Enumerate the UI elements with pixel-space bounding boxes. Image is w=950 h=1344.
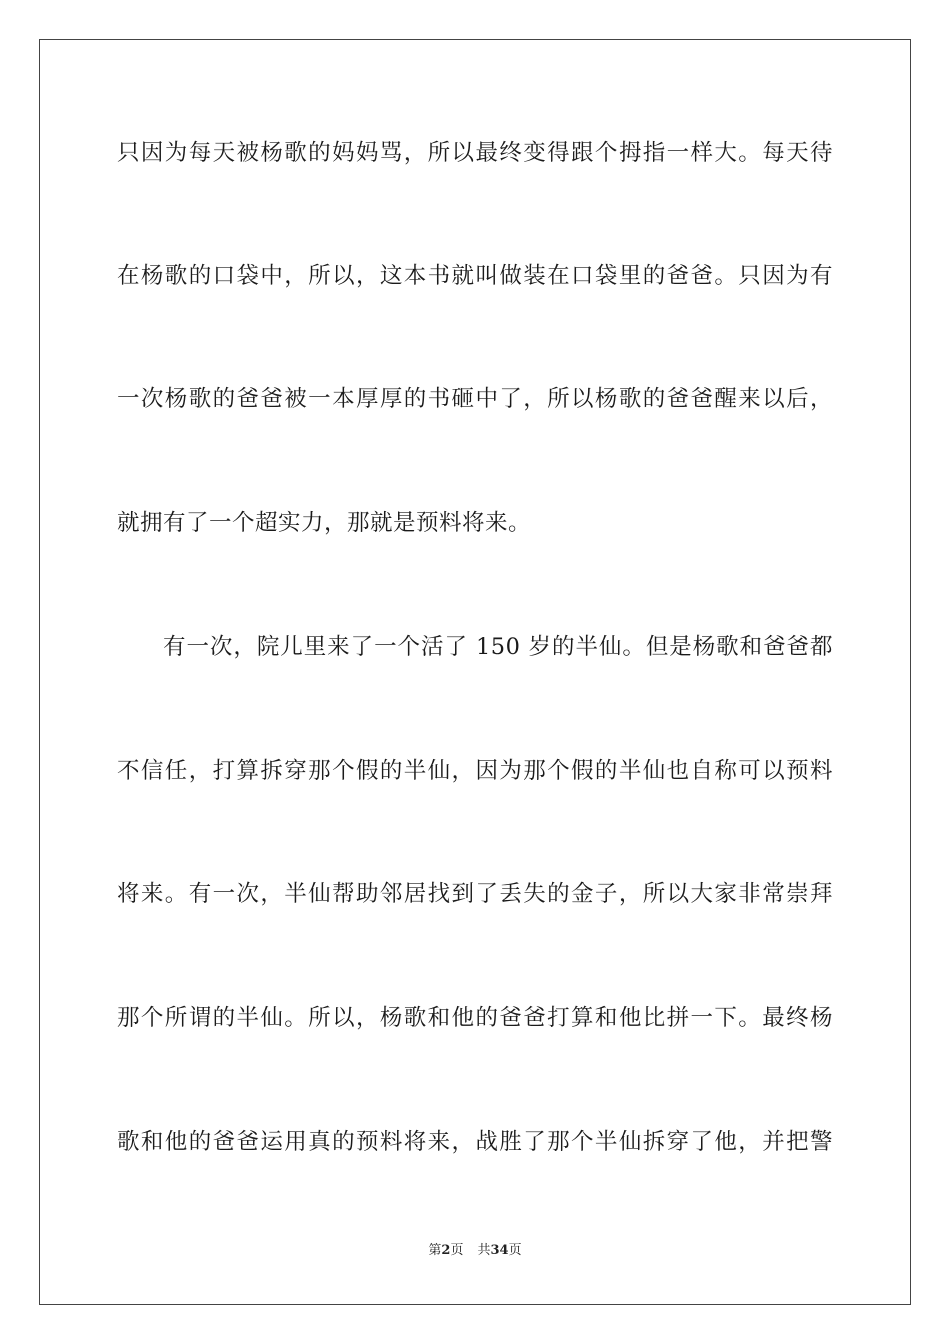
body-text-line-3: 一次杨歌的爸爸被一本厚厚的书砸中了，所以杨歌的爸爸醒来以后， bbox=[117, 386, 833, 412]
page-border bbox=[39, 39, 911, 1305]
body-text-line-5: 有一次，院儿里来了一个活了 150 岁的半仙。但是杨歌和爸爸都 bbox=[163, 634, 833, 660]
page-footer bbox=[0, 1242, 950, 1260]
body-text-line-8: 那个所谓的半仙。所以，杨歌和他的爸爸打算和他比拼一下。最终杨 bbox=[117, 1005, 833, 1031]
body-text-line-9: 歌和他的爸爸运用真的预料将来，战胜了那个半仙拆穿了他，并把警 bbox=[117, 1129, 833, 1155]
body-text-line-4: 就拥有了一个超实力，那就是预料将来。 bbox=[117, 510, 532, 536]
body-text-line-7: 将来。有一次，半仙帮助邻居找到了丢失的金子，所以大家非常崇拜 bbox=[117, 881, 833, 907]
body-text-line-1: 只因为每天被杨歌的妈妈骂，所以最终变得跟个拇指一样大。每天待 bbox=[117, 140, 833, 166]
total-suffix: 页 bbox=[508, 1243, 522, 1258]
total-pages: 34 bbox=[490, 1243, 509, 1258]
body-text-line-6: 不信任，打算拆穿那个假的半仙，因为那个假的半仙也自称可以预料 bbox=[117, 758, 833, 784]
page-suffix: 页 bbox=[450, 1243, 464, 1258]
total-prefix: 共 bbox=[477, 1243, 491, 1258]
body-text-line-2: 在杨歌的口袋中，所以，这本书就叫做装在口袋里的爸爸。只因为有 bbox=[117, 263, 833, 289]
page-number: 2 bbox=[441, 1243, 451, 1258]
page-prefix: 第 bbox=[428, 1243, 442, 1258]
